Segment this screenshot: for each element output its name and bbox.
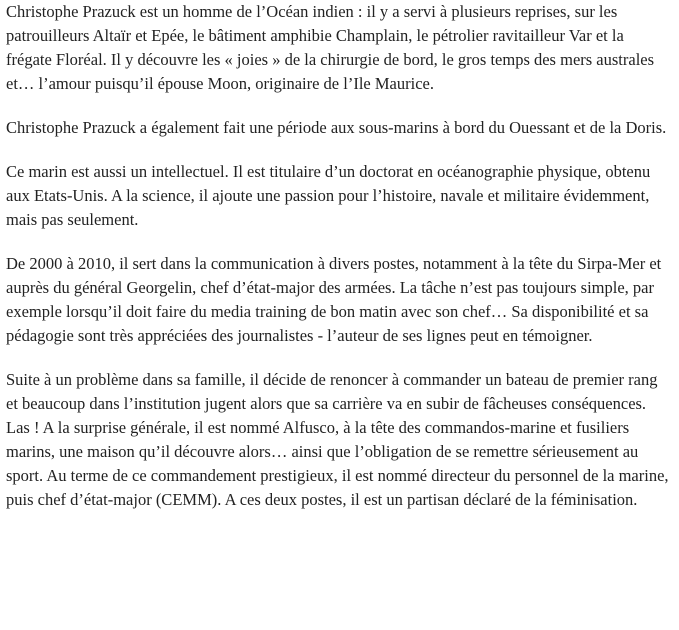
paragraph-intellectual: Ce marin est aussi un intellectuel. Il est titulaire d’un doctorat en océanographie physique, obtenu aux Etats-Unis. A la science, il ajoute une passion pour l’histoire, navale et militaire évidemment, mais pas seulement. — [6, 162, 651, 229]
paragraph-indian-ocean-career: Christophe Prazuck est un homme de l’Océan indien : il y a servi à plusieurs reprises, sur les patrouilleurs Altaïr et Epée, le bâtiment amphibie Champlain, le pétrolier ravitailleur Var et la frégate Floréal. Il y découvre les « joies » de la chirurgie de bord, le gros temps des mers australes et… l’amour puisqu’il épouse Moon, originaire de l’Ile Maurice. — [6, 2, 655, 93]
paragraph-command-career: Suite à un problème dans sa famille, il décide de renoncer à commander un bateau de premier rang et beaucoup dans l’institution jugent alors que sa carrière va en subir de fâcheuses conséquences. Las ! A la surprise générale, il est nommé Alfusco, à la tête des commandos-marine et fusiliers marins, une maison qu’il découvre alors… ainsi que l’obligation de se remettre sérieusement au sport. Au terme de ce commandement prestigieux, il est nommé directeur du personnel de la marine, puis chef d’état-major (CEMM). A ces deux postes, il est un partisan déclaré de la féminisation. — [6, 370, 669, 509]
paragraph-communication-posts: De 2000 à 2010, il sert dans la communication à divers postes, notamment à la tête du Sirpa-Mer et auprès du général Georgelin, chef d’état-major des armées. La tâche n’est pas toujours simple, par exemple lorsqu’il doit faire du media training de bon matin avec son chef… Sa disponibilité et sa pédagogie sont très appréciées des journalistes - l’auteur de ses lignes peut en témoigner. — [6, 254, 662, 345]
paragraph-submarine-service: Christophe Prazuck a également fait une période aux sous-marins à bord du Ouessant et de la Doris. — [6, 118, 667, 137]
